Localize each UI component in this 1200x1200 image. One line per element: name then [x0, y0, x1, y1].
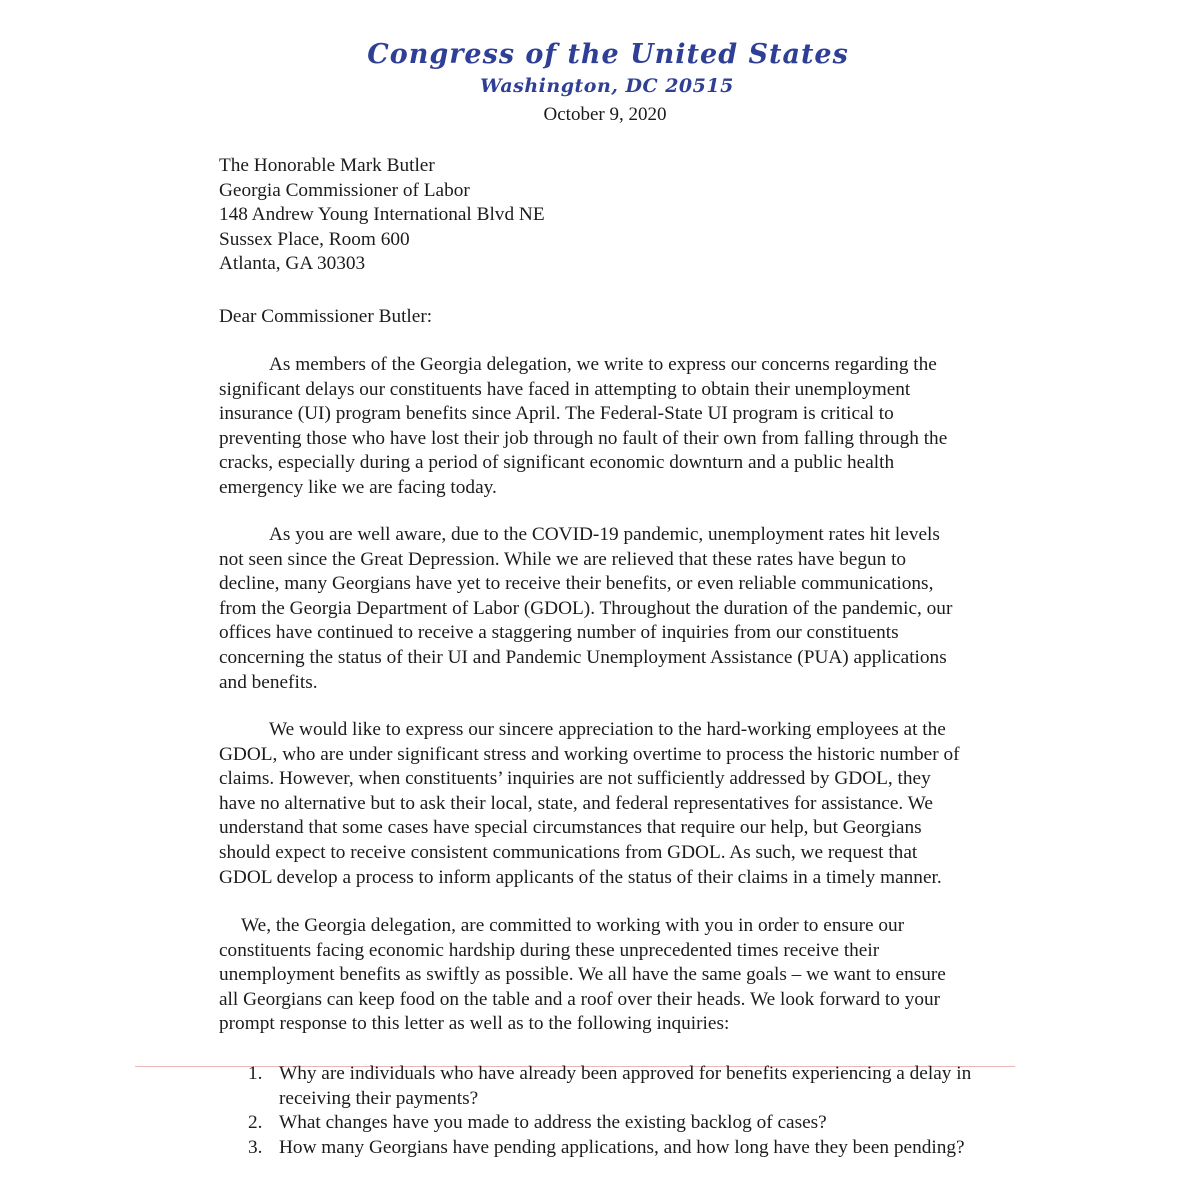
list-item-line: receiving their payments?	[279, 1087, 479, 1109]
salutation: Dear Commissioner Butler:	[219, 306, 433, 327]
body-paragraph	[219, 718, 960, 890]
letterhead-title: Congress of the United States	[367, 39, 849, 70]
paragraph-line: should expect to receive consistent communications from GDOL. As such, we request that	[219, 841, 918, 863]
list-item	[248, 1136, 971, 1161]
list-item	[248, 1062, 971, 1111]
address-line: Georgia Commissioner of Labor	[219, 179, 470, 201]
address-line: Sussex Place, Room 600	[219, 228, 410, 250]
paragraph-line: We would like to express our sincere appreciation to the hard-working employees at the	[269, 719, 946, 740]
address-line: Atlanta, GA 30303	[219, 253, 366, 274]
list-item-line: What changes have you made to address the existing backlog of cases?	[279, 1112, 827, 1134]
body-paragraph	[219, 353, 947, 501]
paragraph-line: insurance (UI) program benefits since April. The Federal-State UI program is critical to	[219, 403, 894, 425]
inquiry-list	[248, 1062, 971, 1160]
letterhead-city: Washington, DC 20515	[480, 75, 734, 97]
paragraph-line: As you are well aware, due to the COVID-19 pandemic, unemployment rates hit levels	[269, 524, 940, 545]
address-line: The Honorable Mark Butler	[219, 155, 435, 176]
paragraph-line: prompt response to this letter as well as to the following inquiries:	[219, 1013, 730, 1035]
paragraph-line: from the Georgia Department of Labor (GDOL). Throughout the duration of the pandemic, our	[219, 597, 953, 619]
paragraph-line: GDOL develop a process to inform applicants of the status of their claims in a timely manner.	[219, 866, 942, 888]
paragraph-line: have no alternative but to ask their local, state, and federal representatives for assistance. We	[219, 792, 933, 814]
paragraph-line: preventing those who have lost their job through no fault of their own from falling through the	[219, 427, 948, 449]
paragraph-line: all Georgians can keep food on the table and a roof over their heads. We look forward to your	[219, 988, 941, 1010]
letterhead	[0, 38, 1200, 130]
list-item-line: Why are individuals who have already been approved for benefits experiencing a delay in	[279, 1063, 972, 1084]
letter-date: October 9, 2020	[543, 104, 667, 125]
paragraph-line: cracks, especially during a period of significant economic downturn and a public health	[219, 452, 895, 474]
list-number: 3.	[248, 1136, 263, 1158]
paragraph-line: understand that some cases have special circumstances that require our help, but Georgians	[219, 817, 922, 839]
paragraph-line: As members of the Georgia delegation, we write to express our concerns regarding the	[269, 354, 937, 375]
paragraph-line: claims. However, when constituents’ inquiries are not sufficiently addressed by GDOL, they	[219, 768, 931, 790]
paragraph-line: emergency like we are facing today.	[219, 476, 497, 498]
paragraph-line: offices have continued to receive a staggering number of inquiries from our constituents	[219, 622, 899, 644]
body-paragraph	[219, 523, 952, 695]
paragraph-line: concerning the status of their UI and Pandemic Unemployment Assistance (PUA) applications	[219, 646, 947, 668]
list-number: 1.	[248, 1063, 263, 1084]
paragraph-line: and benefits.	[219, 671, 318, 693]
paragraph-line: GDOL, who are under significant stress and working overtime to process the historic number of	[219, 743, 960, 765]
paragraph-line: unemployment benefits as swiftly as possible. We all have the same goals – we want to ensure	[219, 964, 946, 986]
paragraph-line: constituents facing economic hardship during these unprecedented times receive their	[219, 939, 880, 961]
address-line: 148 Andrew Young International Blvd NE	[219, 204, 545, 225]
list-number: 2.	[248, 1112, 263, 1134]
paragraph-line: not seen since the Great Depression. While we are relieved that these rates have begun to	[219, 548, 907, 570]
recipient-address	[219, 154, 545, 277]
list-item-line: How many Georgians have pending applications, and how long have they been pending?	[279, 1136, 965, 1158]
body-paragraph	[219, 914, 946, 1037]
paragraph-line: decline, many Georgians have yet to receive their benefits, or even reliable communications,	[219, 573, 934, 595]
paragraph-line: We, the Georgia delegation, are committed to working with you in order to ensure our	[241, 915, 905, 936]
list-item	[248, 1111, 971, 1136]
paragraph-line: significant delays our constituents have faced in attempting to obtain their unemployment	[219, 378, 911, 400]
